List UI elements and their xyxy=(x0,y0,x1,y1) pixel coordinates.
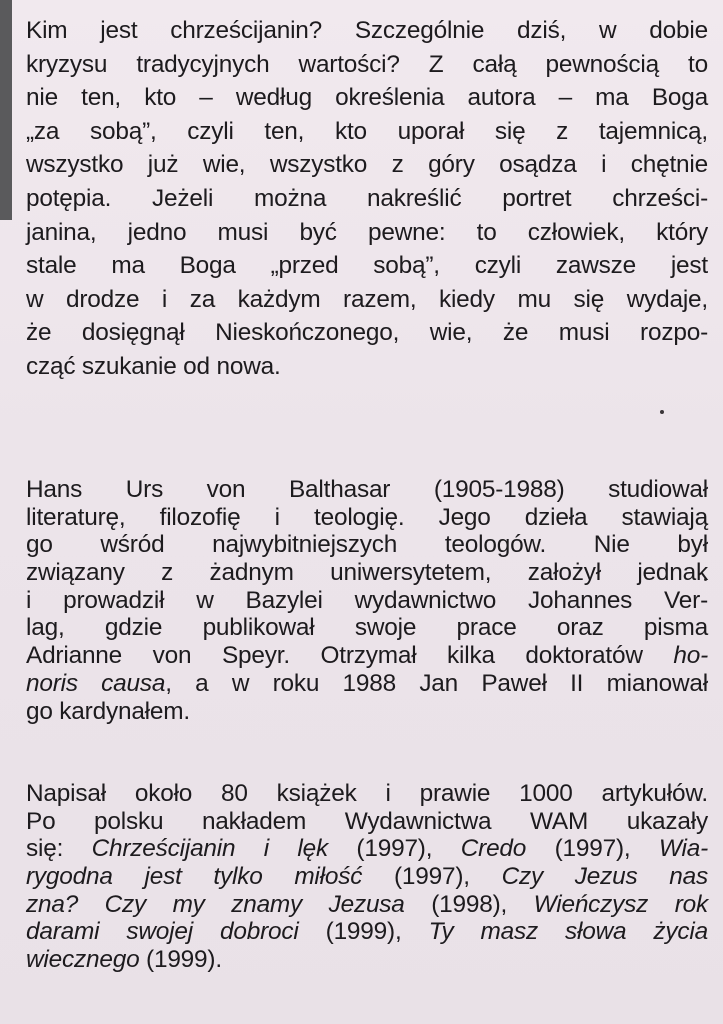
intro-paragraph xyxy=(26,14,708,384)
text-run: (1999). xyxy=(139,946,222,974)
text-line: i prowadził w Bazylei wydawnictwo Johannes Ver- xyxy=(26,586,708,614)
book-title: Czy Jezus nas xyxy=(501,863,708,891)
text-run: (1997), xyxy=(526,835,659,863)
text-line: nie ten, kto – według określenia autora – ma Boga xyxy=(26,84,708,112)
text-line xyxy=(26,670,708,698)
italic-run: noris causa xyxy=(26,669,166,697)
text-line: związany z żadnym uniwersytetem, założył jednak xyxy=(26,559,708,587)
text-line: literaturę, filozofię i teologię. Jego dzieła stawiają xyxy=(26,503,708,531)
text-line: go wśród najwybitniejszych teologów. Nie był xyxy=(26,531,708,559)
text-run: Adrianne von Speyr. Otrzymał kilka doktoratów xyxy=(26,642,643,670)
text-line: Kim jest chrześcijanin? Szczególnie dziś, w dobie xyxy=(26,17,708,44)
speck xyxy=(660,410,664,414)
italic-run: ho- xyxy=(673,642,709,670)
text-line xyxy=(26,946,708,974)
left-edge-bar xyxy=(0,0,12,220)
text-line xyxy=(26,835,708,863)
author-bio-paragraph xyxy=(26,476,708,725)
text-run: się: xyxy=(26,835,92,863)
bibliography-paragraph xyxy=(26,780,708,974)
book-title: zna? Czy my znamy Jezusa xyxy=(26,890,405,918)
text-line: kryzysu tradycyjnych wartości? Z całą pewnością to xyxy=(26,50,708,78)
text-line: cząć szukanie od nowa. xyxy=(26,352,281,380)
book-title: Credo xyxy=(460,835,527,863)
text-line xyxy=(26,918,708,946)
book-title: rygodna jest tylko miłość xyxy=(26,863,363,891)
book-title: Chrześcijanin i lęk xyxy=(91,835,329,863)
text-line: w drodze i za każdym razem, kiedy mu się wydaje, xyxy=(26,285,708,313)
text-line: Hans Urs von Balthasar (1905-1988) studiował xyxy=(26,476,708,503)
text-line xyxy=(26,863,708,891)
text-run: (1999), xyxy=(298,918,429,946)
text-line xyxy=(26,891,708,919)
text-run: (1997), xyxy=(362,863,502,891)
book-title: Wia- xyxy=(658,835,709,863)
text-line: Napisał około 80 książek i prawie 1000 artykułów. xyxy=(26,780,708,807)
text-line: wszystko już wie, wszystko z góry osądza i chętnie xyxy=(26,151,708,179)
text-line: „za sobą”, czyli ten, kto uporał się z tajemnicą, xyxy=(26,117,708,145)
text-line: stale ma Boga „przed sobą”, czyli zawsze jest xyxy=(26,252,708,280)
text-run: , a w roku 1988 Jan Paweł II mianował xyxy=(165,669,708,697)
text-line: janina, jedno musi być pewne: to człowiek, który xyxy=(26,218,708,246)
text-line: że dosięgnął Nieskończonego, wie, że musi rozpo- xyxy=(26,319,708,347)
text-line: Po polsku nakładem Wydawnictwa WAM ukazały xyxy=(26,807,708,835)
text-run: (1998), xyxy=(404,890,534,918)
book-title: Wieńczysz rok xyxy=(533,890,708,918)
text-line: potępia. Jeżeli można nakreślić portret chrześci- xyxy=(26,184,708,212)
text-line: go kardynałem. xyxy=(26,697,190,725)
text-line xyxy=(26,642,708,670)
book-title: darami swojej dobroci xyxy=(26,918,299,946)
text-line: lag, gdzie publikował swoje prace oraz pisma xyxy=(26,614,708,642)
book-title: wiecznego xyxy=(26,946,140,974)
book-title: Ty masz słowa życia xyxy=(428,918,708,946)
text-run: (1997), xyxy=(328,835,461,863)
